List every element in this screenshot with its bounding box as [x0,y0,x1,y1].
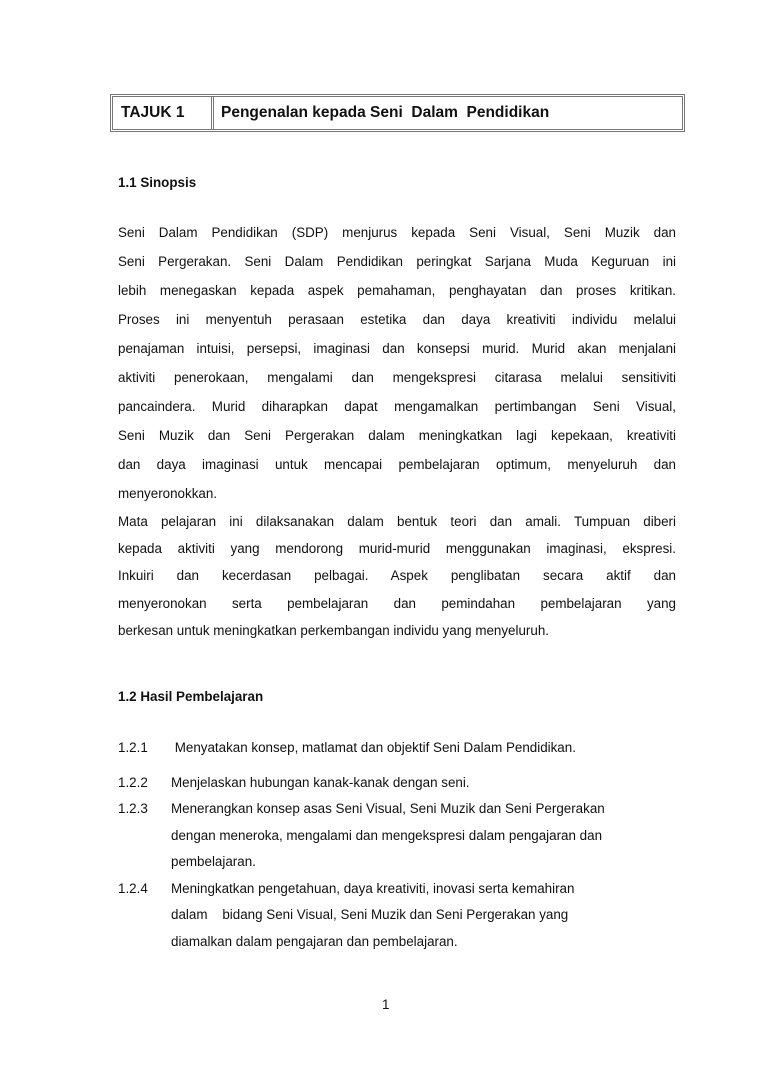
paragraph-line: Seni Pergerakan. Seni Dalam Pendidikan peringkat Sarjana Muda Keguruan ini [118,254,676,269]
item-number: 1.2.3 [118,801,148,816]
learning-outcome-item [118,770,688,797]
topic-header-table [110,94,685,132]
paragraph-line: Seni Dalam Pendidikan (SDP) menjurus kepada Seni Visual, Seni Muzik dan [118,225,676,240]
paragraph-line: berkesan untuk meningkatkan perkembangan individu yang menyeluruh. [118,622,550,638]
topic-title: Pengenalan kepada Seni Dalam Pendidikan [221,104,550,121]
learning-outcome-item [118,796,688,876]
section-heading-sinopsis: 1.1 Sinopsis [118,175,197,190]
paragraph-line: Proses ini menyentuh perasaan estetika dan daya kreativiti individu melalui [118,312,676,327]
item-number: 1.2.2 [118,774,148,790]
learning-outcome-item [118,876,688,956]
item-text: dengan meneroka, mengalami dan mengekspresi dalam pengajaran dan [171,827,603,843]
paragraph-line: aktiviti penerokaan, mengalami dan mengekspresi citarasa melalui sensitiviti [118,370,676,385]
paragraph-line: menyeronokkan. [118,486,217,501]
item-text: dalam bidang Seni Visual, Seni Muzik dan Seni Pergerakan yang [171,907,569,922]
paragraph-line: pancaindera. Murid diharapkan dapat mengamalkan pertimbangan Seni Visual, [118,399,676,414]
paragraph-line: menyeronokan serta pembelajaran dan pemindahan pembelajaran yang [118,595,676,611]
item-number: 1.2.4 [118,880,148,896]
section-heading-hasil-pembelajaran: 1.2 Hasil Pembelajaran [118,689,264,704]
paragraph-line: Mata pelajaran ini dilaksanakan dalam bentuk teori dan amali. Tumpuan diberi [118,514,676,529]
paragraph-sinopsis-2 [118,508,676,644]
item-text: Menyatakan konsep, matlamat dan objektif Seni Dalam Pendidikan. [171,740,576,755]
item-text: pembelajaran. [171,854,256,869]
item-text: Meningkatkan pengetahuan, daya kreativiti, inovasi serta kemahiran [171,880,575,896]
learning-outcomes-list [118,735,688,955]
paragraph-line: dan daya imaginasi untuk mencapai pembelajaran optimum, menyeluruh dan [118,457,676,472]
paragraph-line: kepada aktiviti yang mendorong murid-murid menggunakan imaginasi, ekspresi. [118,541,676,557]
item-text: diamalkan dalam pengajaran dan pembelajaran. [171,933,458,949]
item-text: Menjelaskan hubungan kanak-kanak dengan seni. [171,774,470,790]
page-number: 1 [382,997,390,1012]
paragraph-line: Seni Muzik dan Seni Pergerakan dalam meningkatkan lagi kepekaan, kreativiti [118,428,676,443]
paragraph-line: Inkuiri dan kecerdasan pelbagai. Aspek penglibatan secara aktif dan [118,568,676,584]
item-number: 1.2.1 [118,740,148,755]
paragraph-sinopsis-1 [118,218,676,508]
topic-label: TAJUK 1 [113,97,214,129]
item-text: Menerangkan konsep asas Seni Visual, Seni Muzik dan Seni Pergerakan [171,801,605,816]
learning-outcome-item [118,735,688,762]
paragraph-line: penajaman intuisi, persepsi, imaginasi dan konsepsi murid. Murid akan menjalani [118,341,676,356]
paragraph-line: lebih menegaskan kepada aspek pemahaman, penghayatan dan proses kritikan. [118,283,676,298]
